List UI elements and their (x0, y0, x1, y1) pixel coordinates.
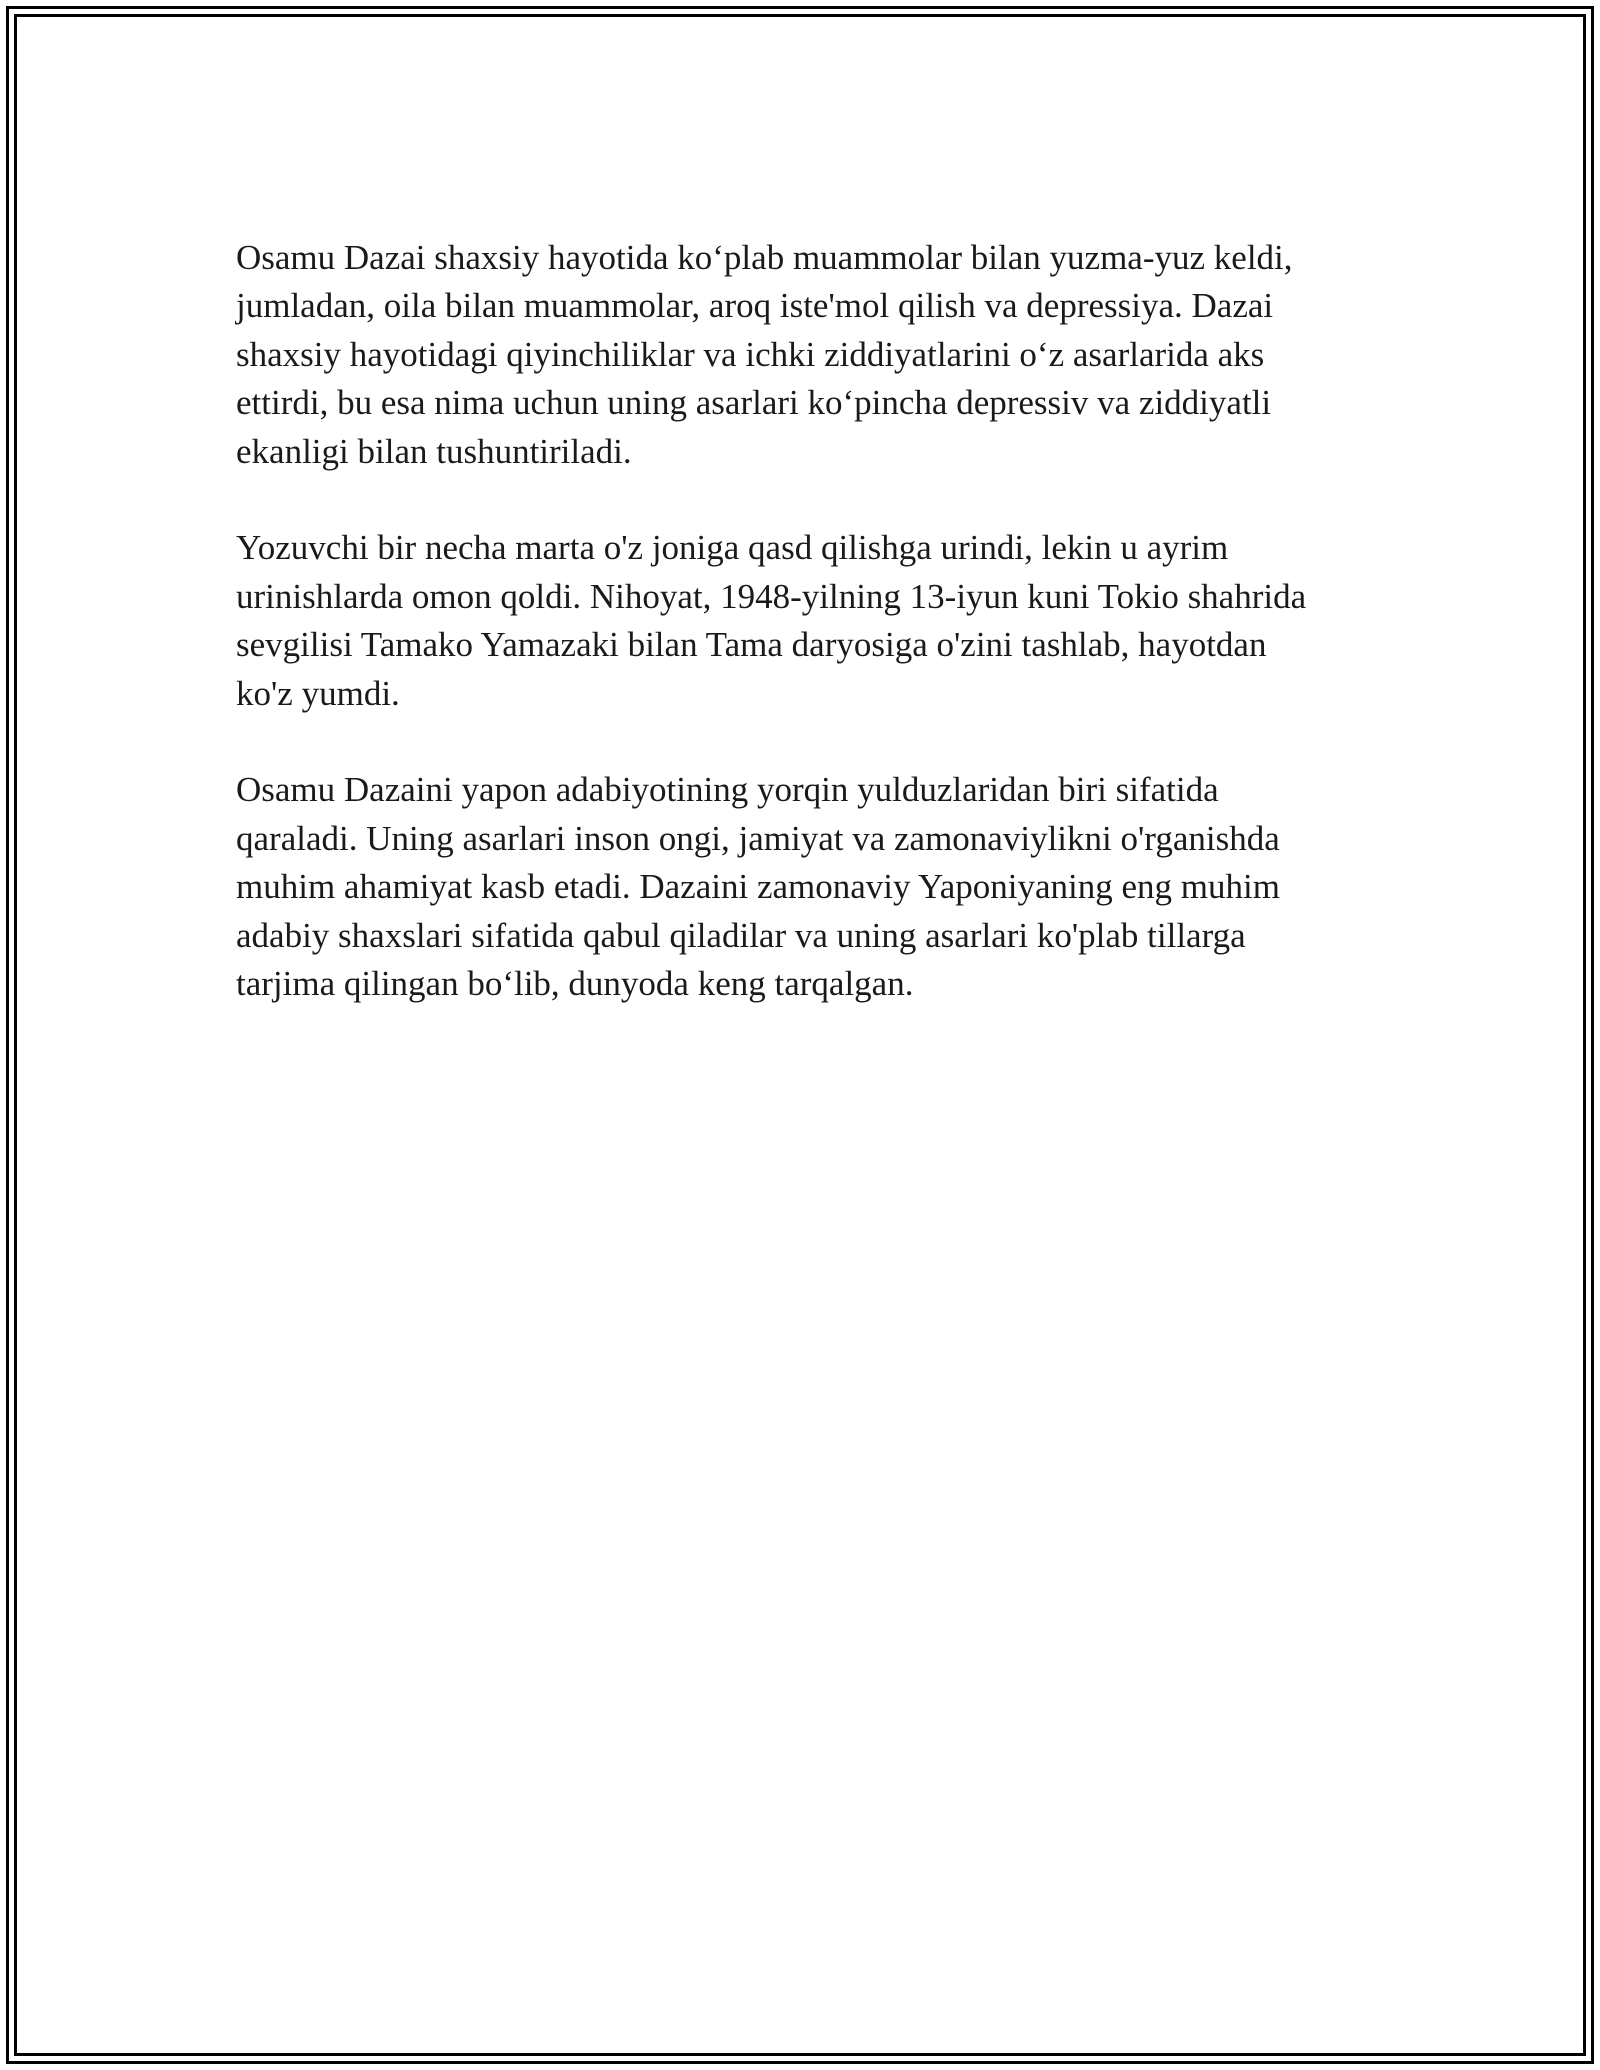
paragraph-line: muhim ahamiyat kasb etadi. Dazaini zamonaviy Yaponiyaning eng muhim (236, 867, 1280, 907)
paragraph-line: Osamu Dazaini yapon adabiyotining yorqin yulduzlaridan biri sifatida (236, 770, 1219, 810)
paragraph-line: shaxsiy hayotidagi qiyinchiliklar va ichki ziddiyatlarini o‘z asarlarida aks (236, 334, 1265, 374)
paragraph-line: sevgilisi Tamako Yamazaki bilan Tama daryosiga o'zini tashlab, hayotdan (236, 625, 1267, 665)
paragraph-line: urinishlarda omon qoldi. Nihoyat, 1948-yilning 13-iyun kuni Tokio shahrida (236, 576, 1307, 616)
document-body (236, 234, 1386, 1057)
paragraph-line: adabiy shaxslari sifatida qabul qiladilar va uning asarlari ko'plab tillarga (236, 915, 1246, 955)
paragraph-line: Osamu Dazai shaxsiy hayotida ko‘plab muammolar bilan yuzma-yuz keldi, (236, 238, 1293, 277)
paragraph-3 (236, 766, 1386, 1008)
paragraph-line: Yozuvchi bir necha marta o'z joniga qasd qilishga urindi, lekin u ayrim (236, 528, 1229, 568)
paragraph-line: ettirdi, bu esa nima uchun uning asarlari ko‘pincha depressiv va ziddiyatli (236, 383, 1272, 423)
paragraph-line: qaraladi. Uning asarlari inson ongi, jamiyat va zamonaviylikni o'rganishda (236, 818, 1280, 858)
paragraph-line: ko'z yumdi. (236, 673, 400, 713)
paragraph-2 (236, 524, 1386, 718)
paragraph-line: ekanligi bilan tushuntiriladi. (236, 431, 632, 471)
paragraph-1 (236, 234, 1386, 476)
paragraph-line: jumladan, oila bilan muammolar, aroq iste'mol qilish va depressiya. Dazai (236, 286, 1274, 326)
paragraph-line: tarjima qilingan bo‘lib, dunyoda keng tarqalgan. (236, 964, 914, 1004)
